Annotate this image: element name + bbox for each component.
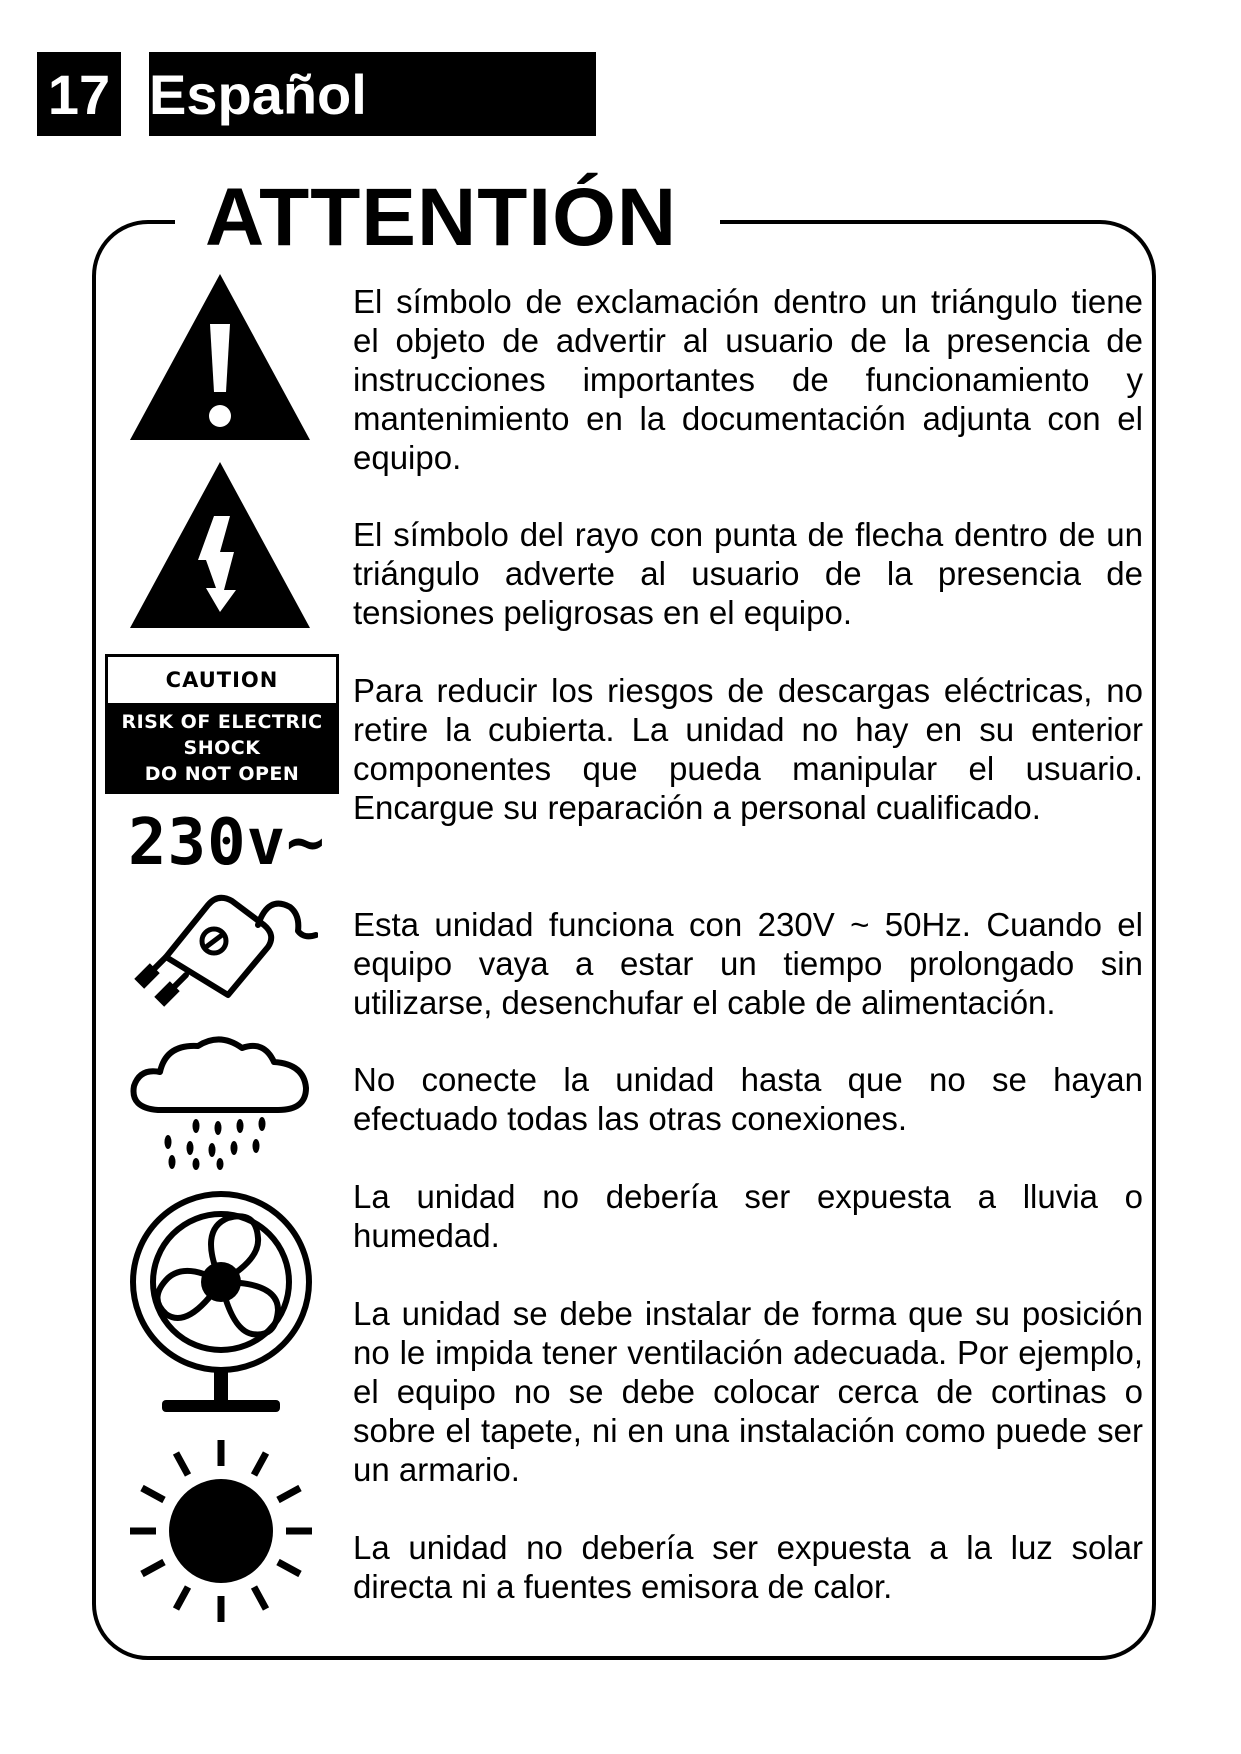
sun-icon bbox=[128, 1438, 314, 1624]
caution-label bbox=[105, 654, 339, 794]
fan-icon bbox=[128, 1190, 314, 1425]
language-header bbox=[149, 52, 596, 136]
plug-icon bbox=[128, 885, 318, 1010]
page-title: ATTENTIÓN bbox=[205, 172, 678, 263]
paragraph-power-supply: Esta unidad funciona con 230V ~ 50Hz. Cuando el equipo vaya a estar un tiempo prolongado sin utilizarse, desenchufar el cable de alimentación. bbox=[353, 906, 1143, 1021]
caution-heading: CAUTION bbox=[108, 657, 336, 703]
caution-warning-text: RISK OF ELECTRIC SHOCK DO NOT OPEN bbox=[121, 711, 323, 785]
paragraph-sunlight-heat: La unidad no debería ser expuesta a la luz solar directa ni a fuentes emisora de calor. bbox=[353, 1529, 1143, 1605]
rain-cloud-icon bbox=[128, 1030, 313, 1170]
page-number: 17 bbox=[37, 52, 121, 136]
paragraph-electric-shock: Para reducir los riesgos de descargas eléctricas, no retire la cubierta. La unidad no hay en su enterior componentes que pueda manipular el usuario. Encargue su reparación a personal cualificado. bbox=[353, 672, 1143, 826]
paragraph-rain-humidity: La unidad no debería ser expuesta a lluvia o humedad. bbox=[353, 1178, 1143, 1254]
exclamation-triangle-icon bbox=[128, 272, 312, 442]
paragraph-ventilation: La unidad se debe instalar de forma que su posición no le impida tener ventilación adecuada. Por ejemplo, el equipo no se debe colocar cerca de cortinas o sobre el tapete, ni en una instalación como puede ser un armario. bbox=[353, 1295, 1143, 1488]
paragraph-exclamation: El símbolo de exclamación dentro un triángulo tiene el objeto de advertir al usuario de la presencia de instrucciones importantes de funcionamiento y mantenimiento en la documentación adjunta con el equipo. bbox=[353, 283, 1143, 476]
paragraph-lightning: El símbolo del rayo con punta de flecha dentro de un triángulo adverte al usuario de la presencia de tensiones peligrosas en el equipo. bbox=[353, 516, 1143, 631]
lightning-triangle-icon bbox=[128, 460, 312, 630]
voltage-label: 230v~ bbox=[128, 806, 326, 880]
paragraph-connections: No conecte la unidad hasta que no se hayan efectuado todas las otras conexiones. bbox=[353, 1061, 1143, 1137]
language-label: Español bbox=[149, 62, 367, 126]
